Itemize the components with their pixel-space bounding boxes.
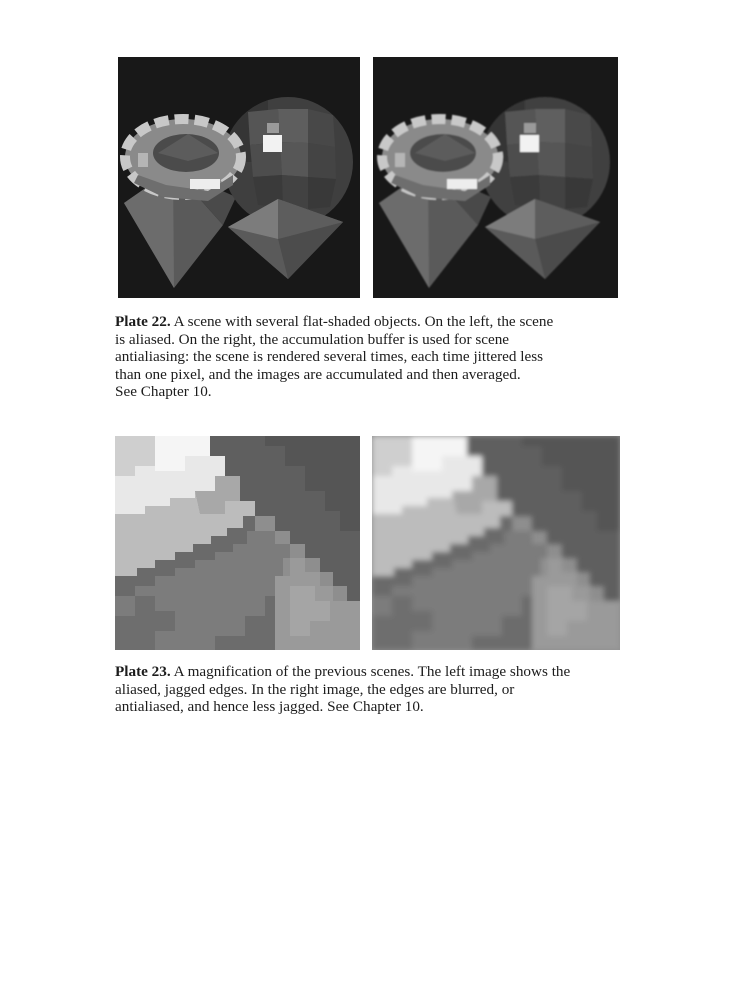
aliased-scene-render <box>118 57 360 298</box>
caption-line: antialiased, and hence less jagged. See Chapter 10. <box>115 698 424 716</box>
plate-number: Plate 22. <box>115 313 171 330</box>
plate-23-left-image-magnified-aliased <box>115 436 360 650</box>
plate-22-left-image-aliased <box>118 57 360 298</box>
caption-line: is aliased. On the right, the accumulation buffer is used for scene <box>115 330 510 348</box>
caption-line: than one pixel, and the images are accumulated and then averaged. <box>115 365 521 383</box>
caption-line: aliased, jagged edges. In the right image, the edges are blurred, or <box>115 680 515 698</box>
caption-line: antialiasing: the scene is rendered several times, each time jittered less <box>115 348 544 366</box>
plate-23-caption <box>115 663 620 716</box>
caption-line: Plate 22. A scene with several flat-shaded objects. On the left, the scene <box>115 313 554 330</box>
magnified-aliased-render <box>115 436 360 650</box>
plate-22-caption <box>115 313 620 401</box>
caption-line: See Chapter 10. <box>115 383 212 401</box>
caption-line: Plate 23. A magnification of the previous scenes. The left image shows the <box>115 663 571 680</box>
magnified-antialiased-render <box>372 436 620 650</box>
plate-22-right-image-antialiased <box>373 57 618 298</box>
antialiased-scene-render <box>373 57 618 298</box>
plate-23-right-image-magnified-antialiased <box>372 436 620 650</box>
plate-number: Plate 23. <box>115 663 171 680</box>
